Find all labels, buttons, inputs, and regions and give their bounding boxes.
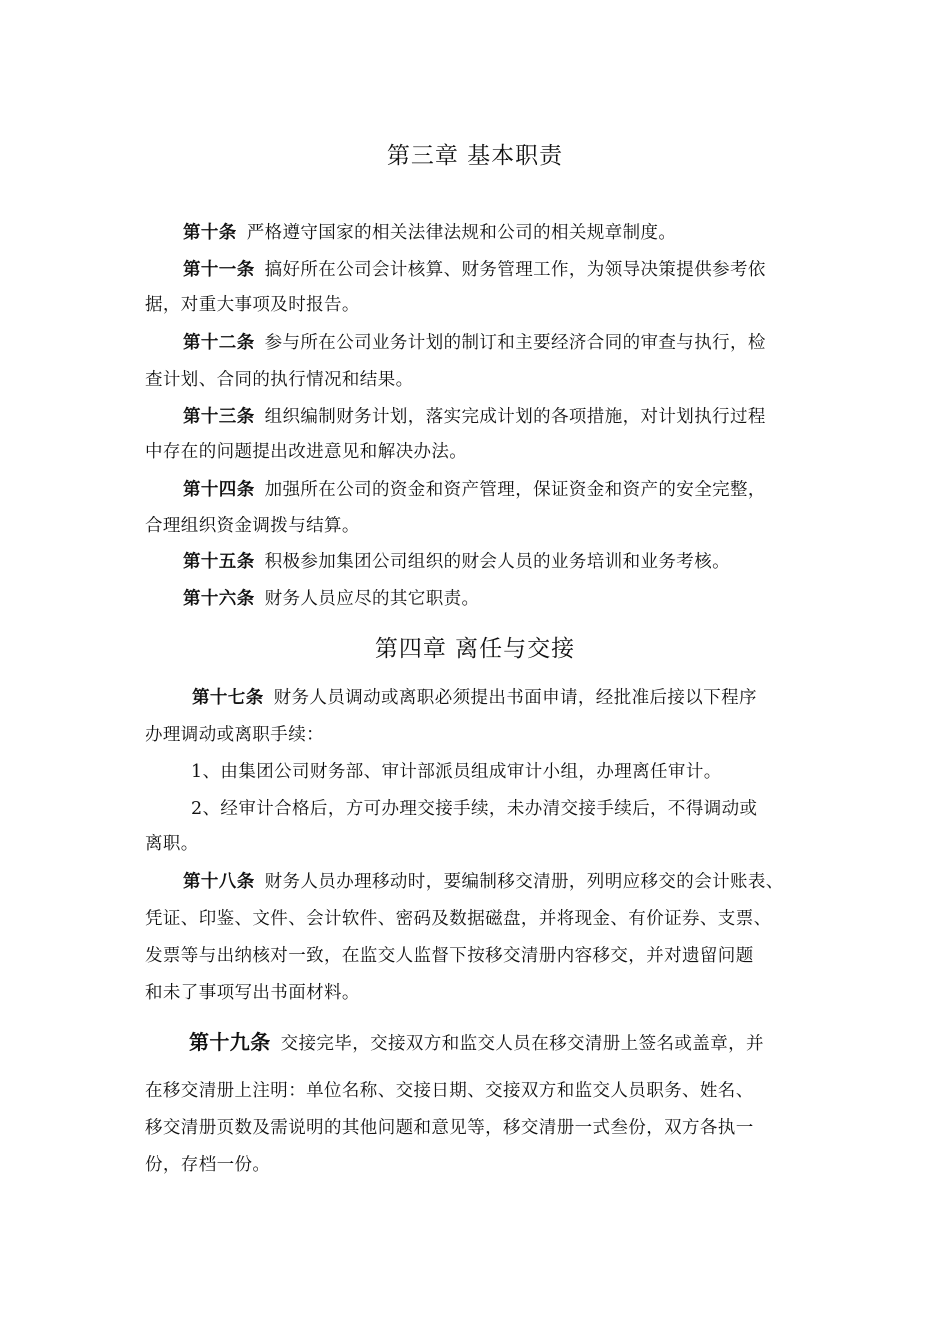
article-18-cont-1: 凭证、印鉴、文件、会计软件、密码及数据磁盘，并将现金、有价证券、支票、 <box>145 909 772 929</box>
article-16 <box>145 585 863 610</box>
article-14-text: 加强所在公司的资金和资产管理，保证资金和资产的安全完整， <box>264 480 766 500</box>
article-17-item-1: 1、由集团公司财务部、审计部派员组成审计小组，办理离任审计。 <box>191 762 722 782</box>
chapter-4-title: 第四章 离任与交接 <box>374 636 576 662</box>
article-14-label: 第十四条 <box>183 480 255 500</box>
article-17-item-2: 2、经审计合格后，方可办理交接手续，未办清交接手续后，不得调动或 <box>191 799 758 819</box>
article-17-cont: 办理调动或离职手续： <box>145 725 324 745</box>
article-11-label: 第十一条 <box>183 260 255 280</box>
article-16-text: 财务人员应尽的其它职责。 <box>264 589 480 609</box>
article-19-cont-3: 份，存档一份。 <box>145 1155 271 1175</box>
article-17-item-2-cont: 离职。 <box>145 834 199 854</box>
article-13-text: 组织编制财务计划，落实完成计划的各项措施，对计划执行过程 <box>264 407 766 427</box>
article-15-text: 积极参加集团公司组织的财会人员的业务培训和业务考核。 <box>264 552 731 572</box>
article-10-text: 严格遵守国家的相关法律法规和公司的相关规章制度。 <box>246 223 677 243</box>
article-18-cont-3: 和未了事项写出书面材料。 <box>145 983 360 1003</box>
article-18-cont-2: 发票等与出纳核对一致，在监交人监督下按移交清册内容移交，并对遗留问题 <box>145 946 754 966</box>
article-14-cont: 合理组织资金调拨与结算。 <box>145 516 360 536</box>
article-11 <box>145 256 863 281</box>
article-11-cont: 据，对重大事项及时报告。 <box>145 295 360 315</box>
article-18 <box>145 868 863 893</box>
article-11-text: 搞好所在公司会计核算、财务管理工作，为领导决策提供参考依 <box>264 260 766 280</box>
article-13-cont: 中存在的问题提出改进意见和解决办法。 <box>145 442 468 462</box>
article-10 <box>145 219 863 244</box>
article-13 <box>145 403 863 428</box>
article-18-label: 第十八条 <box>183 872 255 892</box>
article-18-text: 财务人员办理移动时，要编制移交清册，列明应移交的会计账表、 <box>264 872 784 892</box>
article-12 <box>145 329 863 354</box>
article-17 <box>145 684 872 709</box>
article-19-label: 第十九条 <box>189 1030 271 1054</box>
article-16-label: 第十六条 <box>183 589 255 609</box>
article-19 <box>145 1026 869 1055</box>
article-12-text: 参与所在公司业务计划的制订和主要经济合同的审查与执行，检 <box>264 333 766 353</box>
article-13-label: 第十三条 <box>183 407 255 427</box>
article-12-cont: 查计划、合同的执行情况和结果。 <box>145 370 414 390</box>
article-10-label: 第十条 <box>183 223 237 243</box>
article-14 <box>145 476 863 501</box>
article-19-text: 交接完毕，交接双方和监交人员在移交清册上签名或盖章，并 <box>280 1034 764 1054</box>
article-12-label: 第十二条 <box>183 333 255 353</box>
article-15-label: 第十五条 <box>183 552 255 572</box>
article-17-label: 第十七条 <box>192 688 264 708</box>
article-19-cont-2: 移交清册页数及需说明的其他问题和意见等，移交清册一式叁份，双方各执一 <box>145 1118 754 1138</box>
article-15 <box>145 548 863 573</box>
article-19-cont-1: 在移交清册上注明：单位名称、交接日期、交接双方和监交人员职务、姓名、 <box>145 1081 754 1101</box>
chapter-3-title: 第三章 基本职责 <box>386 143 564 169</box>
article-17-text: 财务人员调动或离职必须提出书面申请，经批准后接以下程序 <box>273 688 757 708</box>
